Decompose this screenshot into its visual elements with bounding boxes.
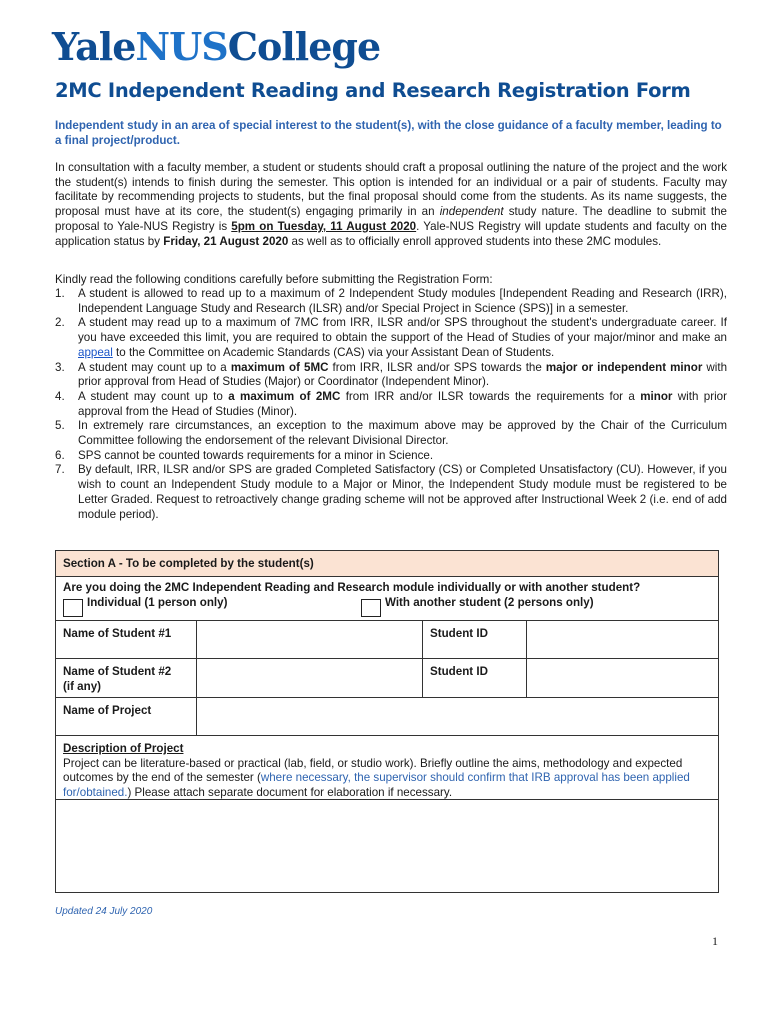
- individual-checkbox[interactable]: [63, 599, 83, 617]
- page-subtitle: Independent study in an area of special interest to the student(s), with the close guidance of a faculty member, leading to a final project/product.: [55, 119, 722, 147]
- registration-form-table: [55, 550, 719, 893]
- page-title: 2MC Independent Reading and Research Registration Form: [55, 79, 691, 102]
- participation-question: Are you doing the 2MC Independent Reading and Research module individually or with another student?: [63, 581, 641, 594]
- project-name-field[interactable]: [197, 698, 718, 735]
- condition-item: 6. SPS cannot be counted towards requirements for a minor in Science.: [55, 448, 434, 462]
- participation-question-row: [56, 577, 718, 621]
- student1-row: [56, 621, 718, 659]
- student2-row: [56, 659, 718, 698]
- student2-name-field[interactable]: [197, 659, 423, 697]
- condition-item: 7. By default, IRR, ILSR and/or SPS are graded Completed Satisfactory (CS) or Completed Unsatisfactory (CU). However, if you wish to count an Independent Study module to a Major or Minor, the Independent Study module must be registered to be Letter Graded. Request to retroactively change grading scheme will not be approved after Instructional Week 2 (i.e. end of add module period).: [55, 463, 727, 521]
- page-number: 1: [712, 934, 718, 948]
- yale-nus-logo: YaleNUSCollege: [52, 24, 381, 69]
- student1-name-label: Name of Student #1: [56, 621, 197, 658]
- updated-date: Updated 24 July 2020: [55, 906, 153, 917]
- condition-item: 5. In extremely rare circumstances, an exception to the maximum above may be approved by the Chair of the Curriculum Committee following the endorsement of the relevant Divisional Director.: [55, 419, 727, 448]
- student1-id-label: Student ID: [423, 621, 527, 658]
- student1-name-field[interactable]: [197, 621, 423, 658]
- student1-id-field[interactable]: [527, 621, 718, 658]
- project-description-title: Description of Project: [63, 742, 184, 755]
- individual-option-label: Individual (1 person only): [87, 596, 228, 609]
- pair-checkbox[interactable]: [361, 599, 381, 617]
- conditions-list: [55, 287, 727, 522]
- appeal-link[interactable]: appeal: [78, 345, 113, 359]
- deadline-text: 5pm on Tuesday, 11 August 2020: [231, 219, 417, 233]
- student2-id-field[interactable]: [527, 659, 718, 697]
- section-a-header: Section A - To be completed by the student(s): [56, 551, 718, 577]
- student2-id-label: Student ID: [423, 659, 527, 697]
- condition-item: 3. A student may count up to a maximum of 5MC from IRR, ILSR and/or SPS towards the major or independent minor with prior approval from Head of Studies (Major) or Coordinator (Independent Minor).: [55, 360, 728, 389]
- student2-name-label: Name of Student #2 (if any): [56, 659, 197, 697]
- condition-item: 1. A student is allowed to read up to a maximum of 2 Independent Study modules [Independent Reading and Research (IRR), Independent Language Study and Research (ILSR) and/or Special Project in Science (SPS)] in a semester.: [55, 287, 727, 315]
- project-name-label: Name of Project: [56, 698, 197, 735]
- condition-item: 2. A student may read up to a maximum of 7MC from IRR, ILSR and/or SPS throughout the student's undergraduate career. If you have exceeded this limit, you are required to obtain the support of the Head of Studies of your major/minor and make an appeal to the Committee on Academic Standards (CAS) via your Assistant Dean of Students.: [55, 316, 727, 359]
- project-description-instructions: Description of Project Project can be literature-based or practical (lab, field, or studio work). Briefly outline the aims, methodology and expected outcomes by the end of the semester (where necessary, the supervisor should confirm that IRB approval has been applied for/obtained.) Please attach separate document for elaboration if necessary.: [56, 736, 718, 800]
- intro-paragraph: In consultation with a faculty member, a student or students should craft a proposal outlining the nature of the project and the work the student(s) intends to finish during the semester. This option is intended for an individual or a pair of students. Faculty may facilitate by recommending projects to students, but the final proposal should come from the students. As its name suggests, the proposal must have at its core, the student(s) engaging primarily in an independent study nature. The deadline to submit the proposal to Yale-NUS Registry is 5pm on Tuesday, 11 August 2020. Yale-NUS Registry will update students and faculty on the application status by Friday, 21 August 2020 as well as to officially enroll approved students into these 2MC modules.: [55, 161, 727, 248]
- project-description-field[interactable]: [56, 800, 718, 892]
- pair-option-label: With another student (2 persons only): [385, 596, 594, 609]
- condition-item: 4. A student may count up to a maximum of 2MC from IRR and/or ILSR towards the requirements for a minor with prior approval from the Head of Studies (Minor).: [55, 389, 727, 418]
- project-name-row: [56, 698, 718, 736]
- status-date-text: Friday, 21 August 2020: [163, 234, 289, 248]
- conditions-lead: Kindly read the following conditions carefully before submitting the Registration Form:: [55, 273, 493, 286]
